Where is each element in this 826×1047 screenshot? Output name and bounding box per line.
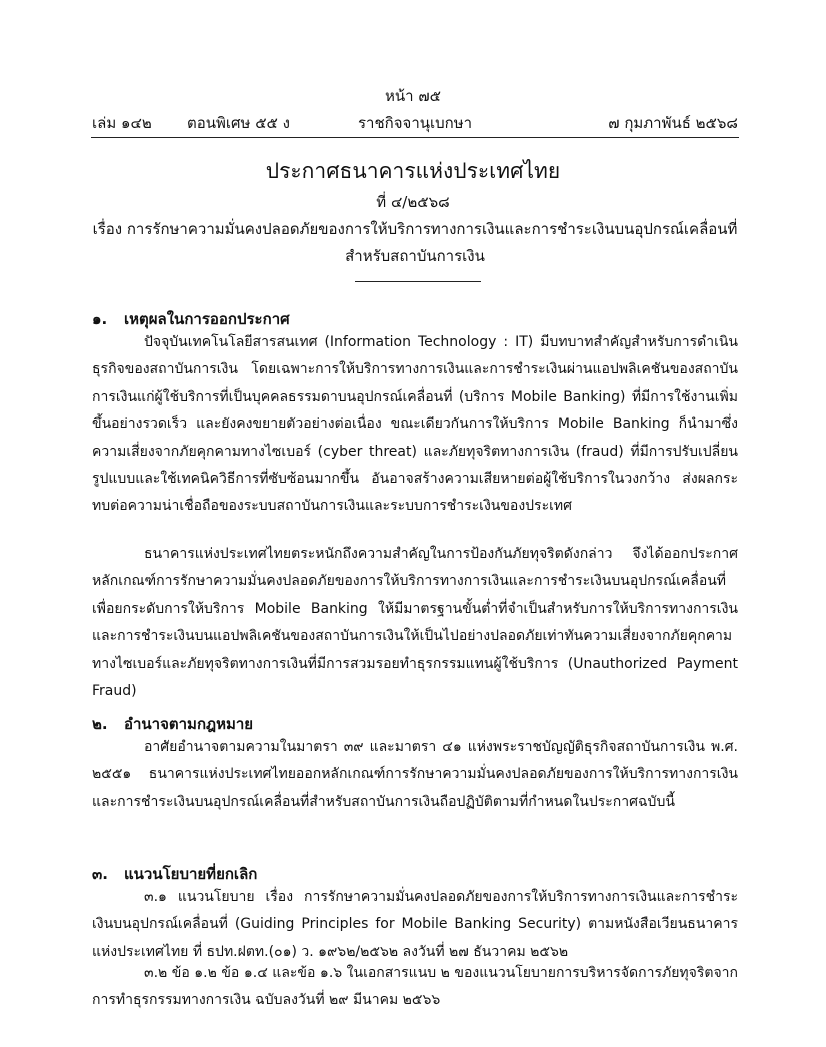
header-divider (91, 137, 739, 138)
section-number: ๓. (92, 865, 108, 883)
title-divider (355, 281, 481, 282)
section-3-heading (92, 864, 738, 884)
document-title: ประกาศธนาคารแห่งประเทศไทย (265, 159, 561, 183)
section-2-heading (92, 714, 738, 734)
announcement-subject (92, 216, 738, 270)
section-2-paragraph-1: อาศัยอำนาจตามความในมาตรา ๓๙ และมาตรา ๔๑ แห่งพระราชบัญญัติธุรกิจสถาบันการเงิน พ.ศ. ๒๕๕๑ ธนาคารแห่งประเทศไทยออกหลักเกณฑ์การรักษาความมั่นคงปลอดภัยของการให้บริการทางการเงินและการชำระเงินบนอุปกรณ์เคลื่อนที่สำหรับสถาบันการเงินถือปฏิบัติตามที่กำหนดในประกาศฉบับนี้ (92, 739, 738, 810)
section-1-heading (92, 309, 738, 329)
section-number: ๒. (92, 715, 108, 733)
gazette-name: ราชกิจจานุเบกษา (358, 114, 473, 132)
section-1-paragraph-1: ปัจจุบันเทคโนโลยีสารสนเทศ (Information Technology : IT) มีบทบาทสำคัญสำหรับการดำเนินธุรกิจของสถาบันการเงิน โดยเฉพาะการให้บริการทางการเงินและการชำระเงินผ่านแอปพลิเคชันของสถาบันการเงินแก่ผู้ใช้บริการที่เป็นบุคคลธรรมดาบนอุปกรณ์เคลื่อนที่ (บริการ Mobile Banking) ที่มีการใช้งานเพิ่มขึ้นอย่างรวดเร็ว และยังคงขยายตัวอย่างต่อเนื่อง ขณะเดียวกันการให้บริการ Mobile Banking ก็นำมาซึ่งความเสี่ยงจากภัยคุกคามทางไซเบอร์ (cyber threat) และภัยทุจริตทางการเงิน (fraud) ที่มีการปรับเปลี่ยนรูปแบบและใช้เทคนิควิธีการที่ซับซ้อนมากขึ้น อันอาจสร้างความเสียหายต่อผู้ใช้บริการในวงกว้าง ส่งผลกระทบต่อความน่าเชื่อถือของระบบสถาบันการเงินและระบบการชำระเงินของประเทศ (92, 334, 738, 515)
section-title: เหตุผลในการออกประกาศ (124, 310, 290, 328)
section-number: ๑. (92, 310, 108, 328)
announcement-number: ที่ ๔/๒๕๖๘ (376, 193, 450, 211)
section-title: แนวนโยบายที่ยกเลิก (124, 865, 258, 883)
subject-line-1: เรื่อง การรักษาความมั่นคงปลอดภัยของการให้บริการทางการเงินและการชำระเงินบนอุปกรณ์เคลื่อนที่ (92, 220, 738, 238)
subject-line-2: สำหรับสถาบันการเงิน (345, 247, 485, 265)
section-3-item-3-2: ๓.๒ ข้อ ๑.๒ ข้อ ๑.๔ และข้อ ๑.๖ ในเอกสารแนบ ๒ ของแนวนโยบายการบริหารจัดการภัยทุจริตจากการทำธุรกรรมทางการเงิน ฉบับลงวันที่ ๒๙ มีนาคม ๒๕๖๖ (92, 965, 738, 1009)
gazette-header-row (92, 113, 738, 133)
volume-label: เล่ม ๑๔๒ (92, 114, 152, 132)
section-title: อำนาจตามกฎหมาย (124, 715, 254, 733)
section-3-item-3-1: ๓.๑ แนวนโยบาย เรื่อง การรักษาความมั่นคงปลอดภัยของการให้บริการทางการเงินและการชำระเงินบนอุปกรณ์เคลื่อนที่ (Guiding Principles for Mobile Banking Security) ตามหนังสือเวียนธนาคารแห่งประเทศไทย ที่ ธปท.ฝตท.(๐๑) ว. ๑๙๖๒/๒๕๖๒ ลงวันที่ ๒๗ ธันวาคม ๒๕๖๒ (92, 889, 738, 960)
page-number: หน้า ๗๕ (385, 87, 441, 105)
special-issue-label: ตอนพิเศษ ๕๕ ง (187, 114, 290, 132)
publish-date: ๗ กุมภาพันธ์ ๒๕๖๘ (608, 114, 738, 132)
section-1-paragraph-2: ธนาคารแห่งประเทศไทยตระหนักถึงความสำคัญในการป้องกันภัยทุจริตดังกล่าว จึงได้ออกประกาศหลักเกณฑ์การรักษาความมั่นคงปลอดภัยของการให้บริการทางการเงินและการชำระเงินบนอุปกรณ์เคลื่อนที่ เพื่อยกระดับการให้บริการ Mobile Banking ให้มีมาตรฐานขั้นต่ำที่จำเป็นสำหรับการให้บริการทางการเงินและการชำระเงินบนแอปพลิเคชันของสถาบันการเงินให้เป็นไปอย่างปลอดภัยเท่าทันความเสี่ยงจากภัยคุกคามทางไซเบอร์และภัยทุจริตทางการเงินที่มีการสวมรอยทำธุรกรรมแทนผู้ใช้บริการ (Unauthorized Payment Fraud) (92, 546, 738, 700)
